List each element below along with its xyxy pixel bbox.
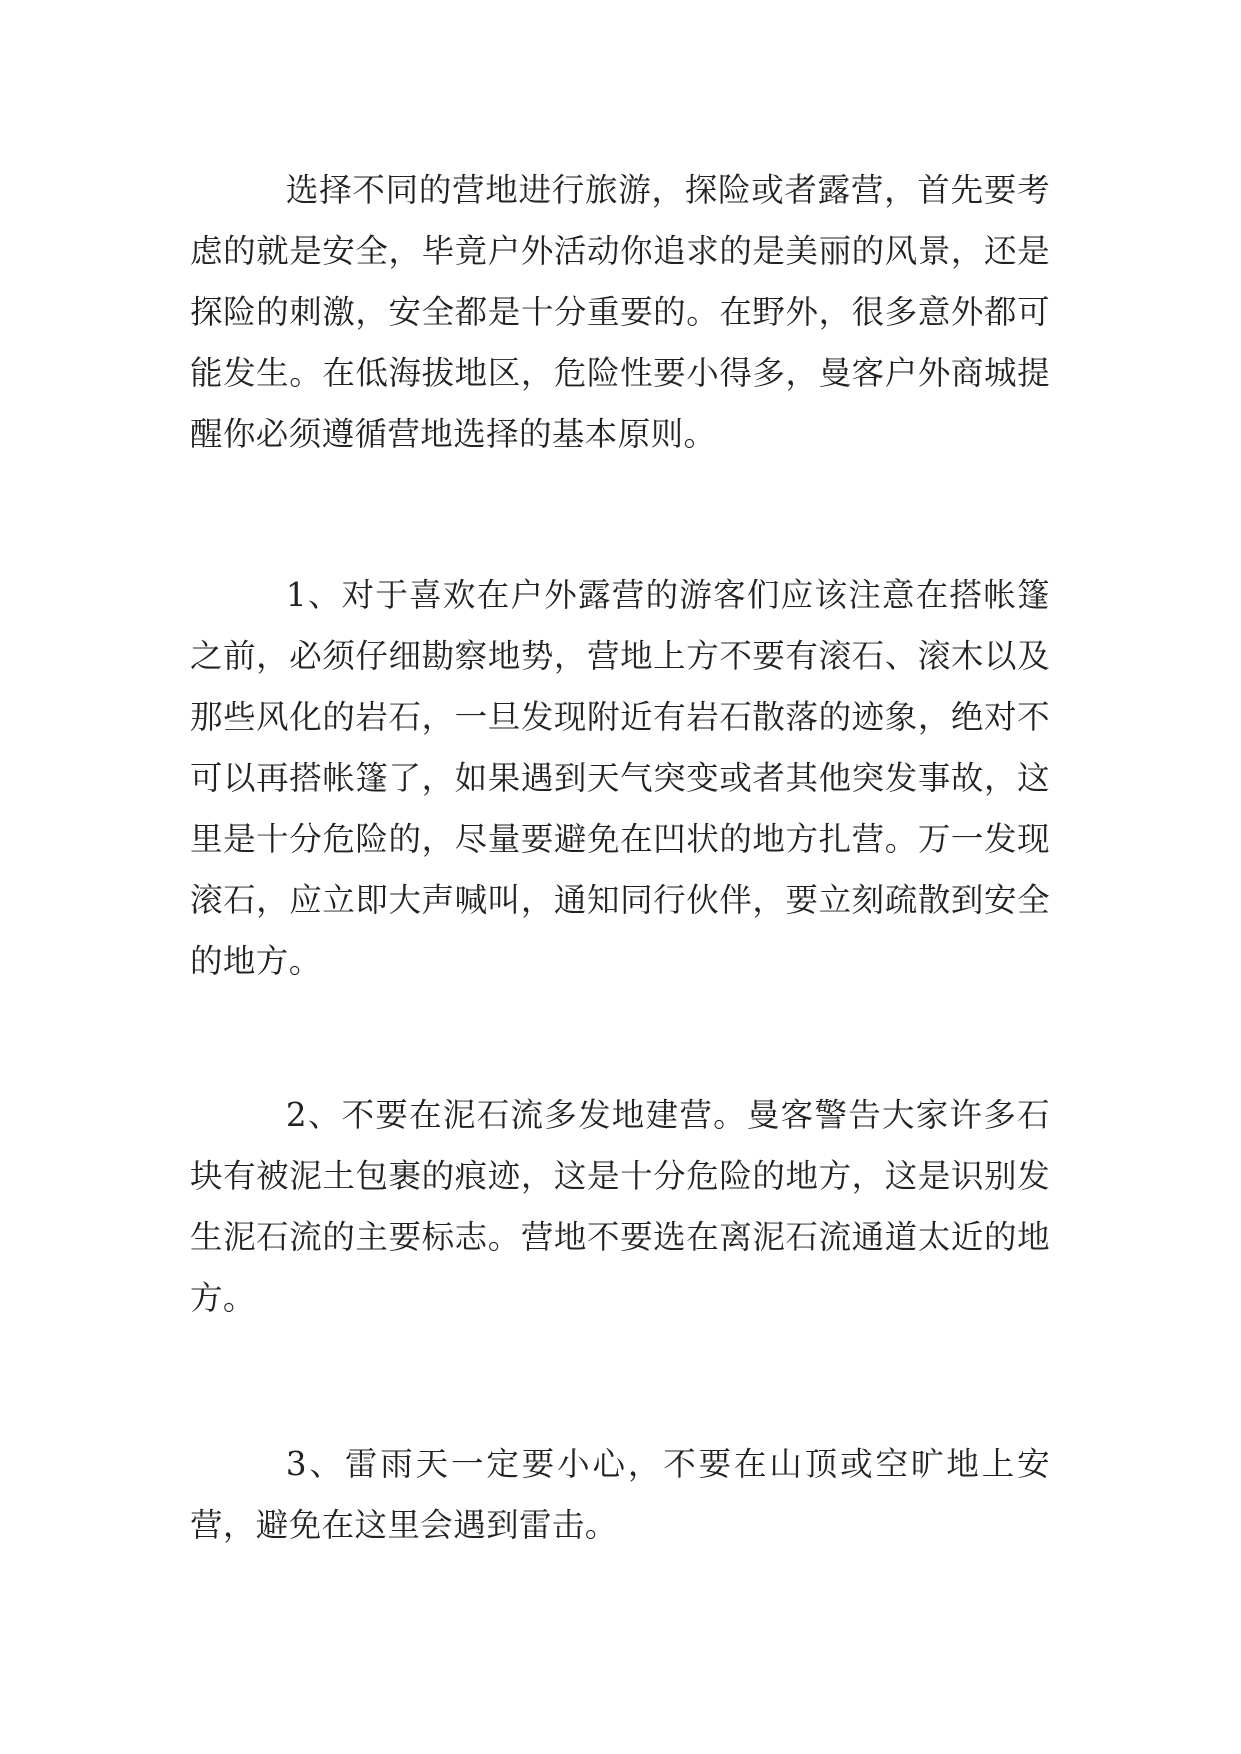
point-1-paragraph: 1、对于喜欢在户外露营的游客们应该注意在搭帐篷之前，必须仔细勘察地势，营地上方不要有滚石、滚木以及那些风化的岩石，一旦发现附近有岩石散落的迹象，绝对不可以再搭帐篷了，如果遇到天气突变或者其他突发事故，这里是十分危险的，尽量要避免在凹状的地方扎营。万一发现滚石，应立即大声喊叫，通知同行伙伴，要立刻疏散到安全的地方。 [190,576,1050,980]
point-3-paragraph: 3、雷雨天一定要小心，不要在山顶或空旷地上安营，避免在这里会遇到雷击。 [190,1445,1050,1544]
point-2-paragraph: 2、不要在泥石流多发地建营。曼客警告大家许多石块有被泥土包裹的痕迹，这是十分危险的地方，这是识别发生泥石流的主要标志。营地不要选在离泥石流通道太近的地方。 [190,1096,1050,1317]
intro-paragraph: 选择不同的营地进行旅游，探险或者露营，首先要考虑的就是安全，毕竟户外活动你追求的是美丽的风景，还是探险的刺激，安全都是十分重要的。在野外，很多意外都可能发生。在低海拔地区，危险性要小得多，曼客户外商城提醒你必须遵循营地选择的基本原则。 [190,171,1050,453]
